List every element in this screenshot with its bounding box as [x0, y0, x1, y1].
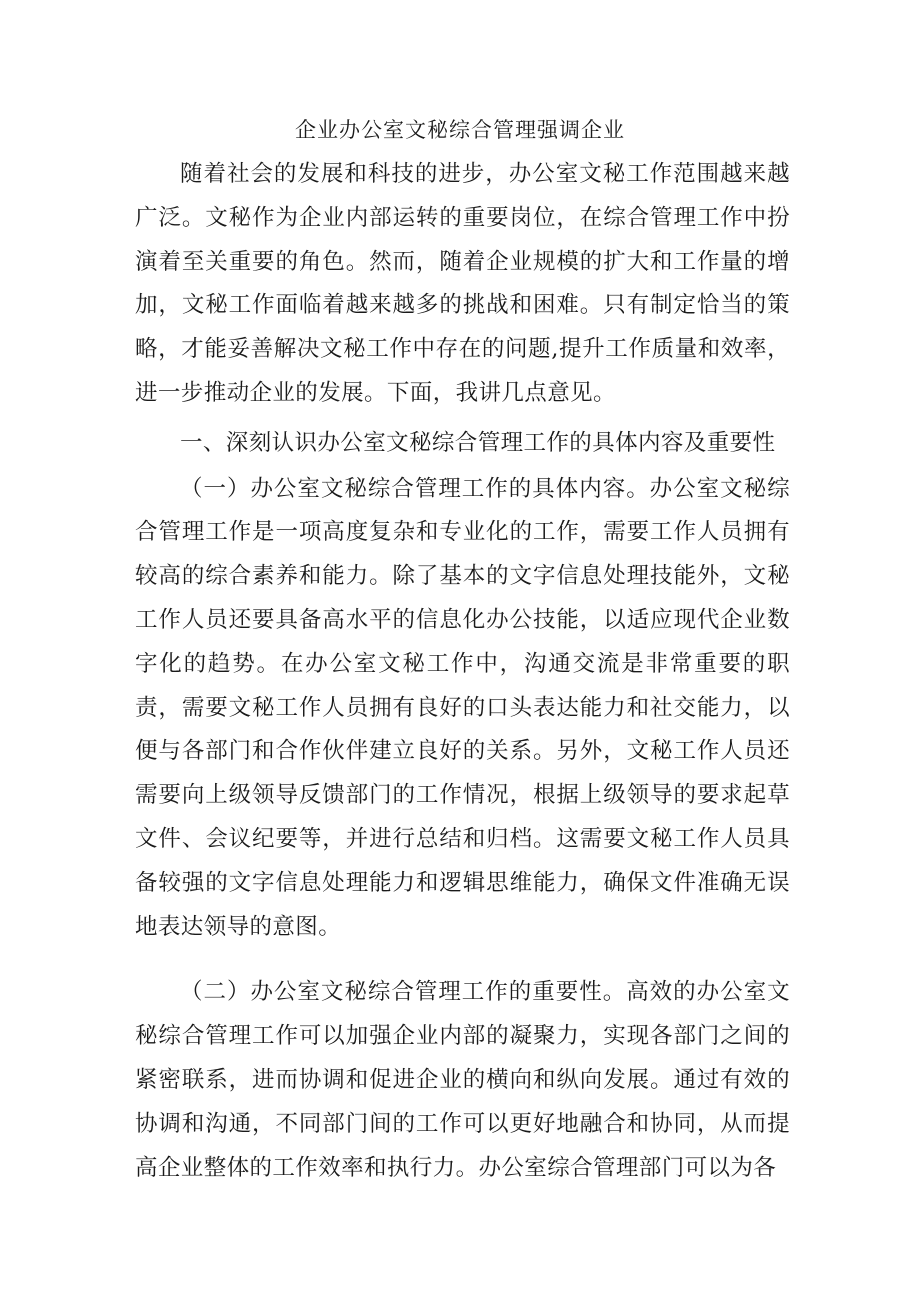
- paragraph-intro: 随着社会的发展和科技的进步，办公室文秘工作范围越来越广泛。文秘作为企业内部运转的重要岗位，在综合管理工作中扮演着至关重要的角色。然而，随着企业规模的扩大和工作量的增加，文秘工作面临着越来越多的挑战和困难。只有制定恰当的策略，才能妥善解决文秘工作中存在的问题,提升工作质量和效率，进一步推动企业的发展。下面，我讲几点意见。: [135, 161, 790, 406]
- paragraph-section-1-2: （二）办公室文秘综合管理工作的重要性。高效的办公室文秘综合管理工作可以加强企业内部的凝聚力，实现各部门之间的紧密联系，进而协调和促进企业的横向和纵向发展。通过有效的协调和沟通，不同部门间的工作可以更好地融合和协同，从而提高企业整体的工作效率和执行力。办公室综合管理部门可以为各: [135, 979, 790, 1181]
- section-heading-1: 一、深刻认识办公室文秘综合管理工作的具体内容及重要性: [180, 429, 776, 456]
- document-body: [135, 153, 790, 1190]
- paragraph-section-1-1: （一）办公室文秘综合管理工作的具体内容。办公室文秘综合管理工作是一项高度复杂和专业化的工作，需要工作人员拥有较高的综合素养和能力。除了基本的文字信息处理技能外，文秘工作人员还要具备高水平的信息化办公技能，以适应现代企业数字化的趋势。在办公室文秘工作中，沟通交流是非常重要的职责，需要文秘工作人员拥有良好的口头表达能力和社交能力，以便与各部门和合作伙伴建立良好的关系。另外，文秘工作人员还需要向上级领导反馈部门的工作情况，根据上级领导的要求起草文件、会议纪要等，并进行总结和归档。这需要文秘工作人员具备较强的文字信息处理能力和逻辑思维能力，确保文件准确无误地表达领导的意图。: [135, 475, 790, 940]
- document-title: 企业办公室文秘综合管理强调企业: [295, 118, 625, 142]
